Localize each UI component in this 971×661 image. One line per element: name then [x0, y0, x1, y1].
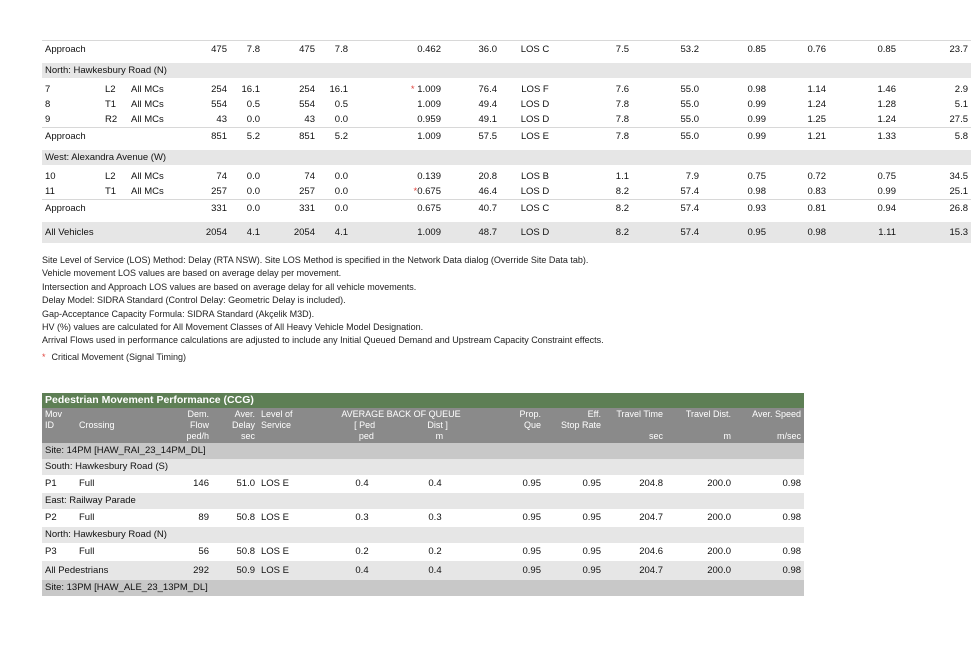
cell: 0.95 [522, 546, 541, 557]
cell: 1.14 [807, 84, 826, 95]
approach-label: Approach [42, 128, 102, 147]
report-notes [42, 254, 604, 348]
cell: 43 [216, 114, 227, 125]
cell: LOS E [258, 561, 328, 580]
cell: 0.98 [769, 222, 829, 243]
cell: 15.3 [899, 222, 971, 243]
cell: 0.0 [246, 114, 260, 125]
cell: 0.99 [702, 128, 769, 147]
approach-row-west [42, 200, 971, 219]
cell: 1.21 [769, 128, 829, 147]
cell [351, 82, 444, 97]
cell: 4.1 [230, 222, 263, 243]
cell: 0.95 [522, 478, 541, 489]
cell: 57.4 [632, 222, 702, 243]
cell: 0.462 [351, 41, 444, 60]
approach-row-east [42, 41, 971, 60]
cell: 0.0 [334, 171, 348, 182]
cell: 89 [198, 512, 209, 523]
critical-marker: * [413, 186, 418, 197]
cell: 23.7 [899, 41, 971, 60]
group-header-south [42, 459, 804, 475]
cell: 55.0 [680, 114, 699, 125]
group-header-west [42, 150, 971, 165]
header-cell: Prop. Que [474, 408, 544, 443]
cell: 1.24 [877, 114, 896, 125]
cell: 7.8 [318, 41, 351, 60]
note-line: Site Level of Service (LOS) Method: Delay (RTA NSW). Site LOS Method is specified in the Network Data dialog (Override Site Data tab). [42, 255, 589, 265]
cell: 554 [211, 99, 227, 110]
cell: 0.4 [328, 561, 396, 580]
cell: 0.75 [747, 171, 766, 182]
group-title: North: Hawkesbury Road (N) [42, 527, 804, 543]
cell: Full [79, 512, 95, 523]
cell: 0.0 [246, 171, 260, 182]
cell: LOS D [520, 186, 550, 197]
group-title: South: Hawkesbury Road (S) [42, 459, 804, 475]
cell: 7.8 [615, 99, 629, 110]
cell: 0.675 [351, 200, 444, 219]
cell: LOS E [500, 128, 570, 147]
header-cell: AVERAGE BACK OF QUEUE [ Ped Dist ] ped m [328, 408, 474, 443]
note-line: Arrival Flows used in performance calculations are adjusted to include any Initial Queued Demand and Upstream Capacity Constraint effects. [42, 335, 604, 346]
pedestrian-movement-table [42, 393, 804, 596]
cell: 0.95 [544, 561, 604, 580]
cell: LOS E [261, 478, 289, 489]
cell: 475 [263, 41, 318, 60]
cell: 0.959 [417, 114, 441, 125]
cell: 257 [211, 186, 227, 197]
cell: 0.99 [747, 114, 766, 125]
cell: 10 [45, 171, 56, 182]
cell: 0.139 [417, 171, 441, 182]
table-row [42, 509, 804, 527]
cell: 74 [304, 171, 315, 182]
cell: 5.1 [954, 99, 968, 110]
cell: 0.0 [246, 186, 260, 197]
cell: 7.8 [570, 128, 632, 147]
cell: 1.25 [807, 114, 826, 125]
cell: LOS D [520, 114, 550, 125]
cell: LOS E [261, 546, 289, 557]
cell: All MCs [131, 171, 164, 182]
cell: 50.8 [236, 546, 255, 557]
cell: 204.7 [639, 512, 663, 523]
cell: 1.46 [877, 84, 896, 95]
cell: 0.98 [782, 546, 802, 557]
table-row [42, 475, 804, 493]
cell: 0.94 [829, 200, 899, 219]
site-row [42, 443, 804, 459]
cell: 0.99 [747, 99, 766, 110]
cell: 7.5 [570, 41, 632, 60]
critical-movement-legend [42, 352, 186, 362]
cell: 0.0 [318, 200, 351, 219]
cell: 554 [299, 99, 315, 110]
cell: 0.5 [246, 99, 260, 110]
cell: All MCs [131, 186, 164, 197]
cell: LOS E [261, 512, 289, 523]
site-row [42, 580, 804, 596]
header-cell: Travel Time sec [604, 408, 666, 443]
cell: 1.009 [351, 222, 444, 243]
cell: 46.4 [478, 186, 497, 197]
cell: 0.98 [734, 561, 804, 580]
cell: 200.0 [707, 478, 731, 489]
note-line: Delay Model: SIDRA Standard (Control Delay: Geometric Delay is included). [42, 295, 346, 306]
cell: 50.8 [236, 512, 255, 523]
cell: 8.2 [570, 222, 632, 243]
approach-label: Approach [42, 200, 102, 219]
group-title: West: Alexandra Avenue (W) [42, 150, 971, 165]
cell: 36.0 [444, 41, 500, 60]
cell: 27.5 [949, 114, 968, 125]
approach-label: Approach [42, 41, 102, 60]
cell: 51.0 [236, 478, 255, 489]
note-line: Intersection and Approach LOS values are based on average delay for all vehicle movements. [42, 281, 417, 292]
critical-legend-text: Critical Movement (Signal Timing) [51, 352, 187, 362]
cell: 48.7 [444, 222, 500, 243]
cell: 2054 [263, 222, 318, 243]
cell: 26.8 [899, 200, 971, 219]
cell: 0.4 [396, 561, 474, 580]
cell: 74 [216, 171, 227, 182]
cell: All MCs [131, 84, 164, 95]
cell: 0.95 [474, 561, 544, 580]
cell: 0.0 [334, 114, 348, 125]
cell: 200.0 [666, 561, 734, 580]
cell: 0.98 [782, 512, 802, 523]
cell: 475 [178, 41, 230, 60]
header-cell: Level of Service [258, 408, 328, 443]
cell: 49.1 [478, 114, 497, 125]
cell: LOS D [500, 222, 570, 243]
group-title: East: Railway Parade [42, 493, 804, 509]
table-row [42, 97, 971, 112]
cell: 204.6 [639, 546, 663, 557]
asterisk-icon: * [42, 352, 46, 362]
cell: L2 [105, 84, 116, 95]
header-cell: Eff. Stop Rate [544, 408, 604, 443]
cell: 43 [304, 114, 315, 125]
cell: 0.85 [829, 41, 899, 60]
cell: 40.7 [444, 200, 500, 219]
site-label: Site: 13PM [HAW_ALE_23_13PM_DL] [42, 580, 804, 596]
group-header-north [42, 527, 804, 543]
cell: 254 [211, 84, 227, 95]
cell: Full [79, 546, 95, 557]
cell: 8.2 [570, 200, 632, 219]
all-pedestrians-label: All Pedestrians [42, 561, 166, 580]
cell: 0.3 [428, 512, 442, 523]
cell: 55.0 [632, 128, 702, 147]
cell: 0.4 [355, 478, 369, 489]
cell: 1.28 [877, 99, 896, 110]
cell: 2.9 [954, 84, 968, 95]
cell: 0.5 [334, 99, 348, 110]
cell: 0.0 [230, 200, 263, 219]
cell: 7.8 [230, 41, 263, 60]
cell: P1 [45, 478, 57, 489]
cell: 53.2 [632, 41, 702, 60]
cell: 0.2 [355, 546, 369, 557]
cell: 9 [45, 114, 51, 125]
cell: 200.0 [707, 512, 731, 523]
cell: 0.99 [877, 186, 896, 197]
cell: 5.2 [230, 128, 263, 147]
cell: LOS F [521, 84, 549, 95]
cell: 0.76 [769, 41, 829, 60]
all-pedestrians-row [42, 561, 804, 580]
cell: 5.8 [899, 128, 971, 147]
header-cell: Travel Dist. m [666, 408, 734, 443]
header-cell: Aver. Delay sec [212, 408, 258, 443]
section-title: Pedestrian Movement Performance (CCG) [42, 393, 804, 408]
cell: 7.6 [615, 84, 629, 95]
cell: 4.1 [318, 222, 351, 243]
cell: 1.11 [829, 222, 899, 243]
cell: 7 [45, 84, 51, 95]
pedestrian-header-row [42, 408, 804, 443]
cell: P2 [45, 512, 57, 523]
table-row [42, 82, 971, 97]
cell: LOS C [500, 200, 570, 219]
note-line: HV (%) values are calculated for All Movement Classes of All Heavy Vehicle Model Designation. [42, 322, 424, 333]
cell: 56 [198, 546, 209, 557]
cell: Full [79, 478, 95, 489]
all-vehicles-row [42, 222, 971, 243]
cell: 0.95 [582, 478, 601, 489]
cell: 292 [166, 561, 212, 580]
site-label: Site: 14PM [HAW_RAI_23_14PM_DL] [42, 443, 804, 459]
cell: 0.4 [428, 478, 442, 489]
cell: 0.98 [747, 84, 766, 95]
cell: 254 [299, 84, 315, 95]
cell: L2 [105, 171, 116, 182]
cell: T1 [105, 186, 117, 197]
cell: 146 [193, 478, 209, 489]
cell: 11 [45, 186, 55, 197]
cell: 0.83 [807, 186, 826, 197]
all-vehicles-label: All Vehicles [42, 222, 178, 243]
cell: 851 [178, 128, 230, 147]
cell: 1.24 [807, 99, 826, 110]
critical-marker: * [410, 84, 415, 95]
group-title: North: Hawkesbury Road (N) [42, 63, 971, 78]
cell: 5.2 [318, 128, 351, 147]
cell: 49.4 [478, 99, 497, 110]
cell: 0.0 [334, 186, 348, 197]
cell: 0.93 [702, 200, 769, 219]
cell: 55.0 [680, 84, 699, 95]
cell: 1.33 [829, 128, 899, 147]
cell: 50.9 [212, 561, 258, 580]
group-header-east [42, 493, 804, 509]
cell: 20.8 [478, 171, 497, 182]
cell: All MCs [131, 114, 164, 125]
cell: R2 [105, 114, 118, 125]
cell: 204.7 [604, 561, 666, 580]
cell: 16.1 [241, 84, 260, 95]
cell: 57.4 [632, 200, 702, 219]
cell: 1.1 [615, 171, 629, 182]
cell-value: 1.009 [417, 84, 441, 95]
header-cell: Crossing [76, 408, 166, 443]
cell: LOS D [520, 99, 550, 110]
cell: 57.4 [680, 186, 699, 197]
cell: 200.0 [707, 546, 731, 557]
header-cell: Aver. Speed m/sec [734, 408, 804, 443]
cell: 0.98 [747, 186, 766, 197]
cell: 7.9 [685, 171, 699, 182]
cell: LOS C [500, 41, 570, 60]
cell [351, 184, 444, 200]
header-cell: Dem. Flow ped/h [166, 408, 212, 443]
cell: All MCs [131, 99, 164, 110]
cell: 16.1 [329, 84, 348, 95]
cell: 257 [299, 186, 315, 197]
approach-row-north [42, 128, 971, 147]
cell: 331 [263, 200, 318, 219]
cell: 204.8 [639, 478, 663, 489]
cell: 34.5 [949, 171, 968, 182]
table-row [42, 169, 971, 184]
cell: 0.95 [702, 222, 769, 243]
cell: 0.2 [428, 546, 442, 557]
cell: 57.5 [444, 128, 500, 147]
cell: 0.95 [522, 512, 541, 523]
vehicle-movement-table [42, 40, 971, 243]
cell: 25.1 [949, 186, 968, 197]
pedestrian-title-row [42, 393, 804, 408]
cell: 0.95 [582, 512, 601, 523]
cell: LOS B [521, 171, 549, 182]
cell: 851 [263, 128, 318, 147]
cell: 0.81 [769, 200, 829, 219]
table-row [42, 184, 971, 200]
cell: 55.0 [680, 99, 699, 110]
cell: 0.3 [355, 512, 369, 523]
cell: T1 [105, 99, 117, 110]
cell: 8 [45, 99, 51, 110]
table-row [42, 112, 971, 128]
cell-value: 0.675 [417, 186, 441, 197]
cell: 1.009 [351, 128, 444, 147]
cell: 0.75 [877, 171, 896, 182]
table-row [42, 543, 804, 561]
cell: 8.2 [615, 186, 629, 197]
cell: 0.95 [582, 546, 601, 557]
note-line: Gap-Acceptance Capacity Formula: SIDRA Standard (Akçelik M3D). [42, 308, 315, 319]
group-header-north [42, 63, 971, 78]
cell: P3 [45, 546, 57, 557]
cell: 7.8 [615, 114, 629, 125]
cell: 0.98 [782, 478, 802, 489]
cell: 0.72 [807, 171, 826, 182]
cell: 76.4 [478, 84, 497, 95]
note-line: Vehicle movement LOS values are based on average delay per movement. [42, 268, 342, 279]
cell: 0.85 [702, 41, 769, 60]
header-cell: Mov ID [42, 408, 76, 443]
cell: 2054 [178, 222, 230, 243]
cell: 331 [178, 200, 230, 219]
cell: 1.009 [417, 99, 441, 110]
